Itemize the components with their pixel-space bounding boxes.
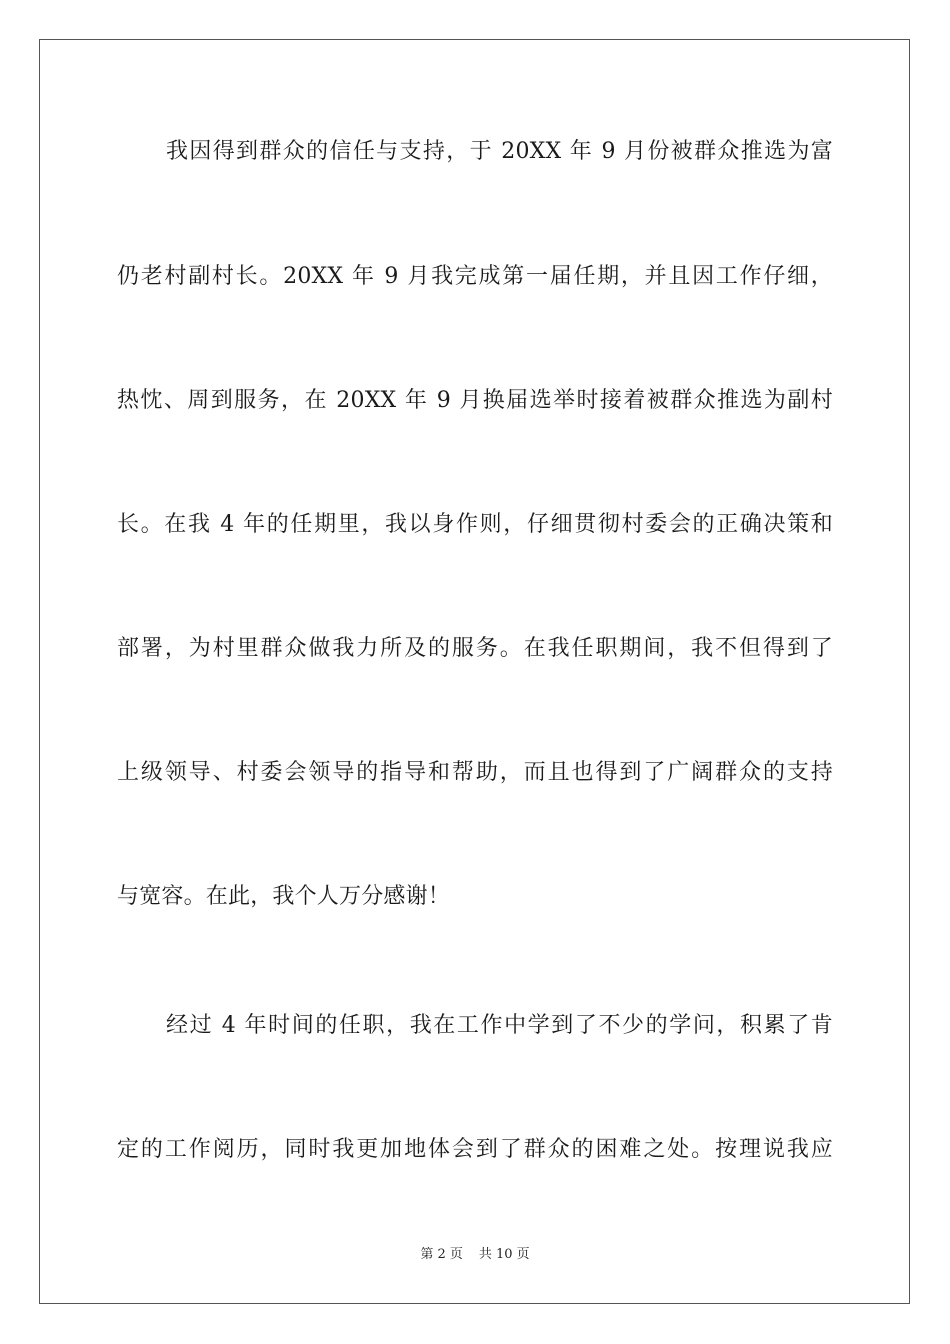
page-border [39, 39, 910, 1304]
paragraph-line: 热忱、周到服务，在 20XX 年 9 月换届选举时接着被群众推选为副村 [117, 388, 833, 413]
paragraph-line: 仍老村副村长。20XX 年 9 月我完成第一届任期，并且因工作仔细， [117, 264, 833, 289]
paragraph-line: 与宽容。在此，我个人万分感谢！ [117, 884, 451, 909]
paragraph-line: 长。在我 4 年的任期里，我以身作则，仔细贯彻村委会的正确决策和 [117, 512, 833, 537]
paragraph-line: 上级领导、村委会领导的指导和帮助，而且也得到了广阔群众的支持 [117, 760, 833, 785]
page-footer [0, 1246, 950, 1264]
paragraph-line: 部署，为村里群众做我力所及的服务。在我任职期间，我不但得到了 [117, 636, 833, 661]
paragraph-line: 我因得到群众的信任与支持，于 20XX 年 9 月份被群众推选为富 [166, 139, 833, 164]
page-number: 第 2 页 [420, 1247, 463, 1262]
page-total: 共 10 页 [478, 1247, 530, 1262]
paragraph-line: 定的工作阅历，同时我更加地体会到了群众的困难之处。按理说我应 [117, 1137, 833, 1162]
paragraph-line: 经过 4 年时间的任职，我在工作中学到了不少的学问，积累了肯 [166, 1013, 833, 1038]
